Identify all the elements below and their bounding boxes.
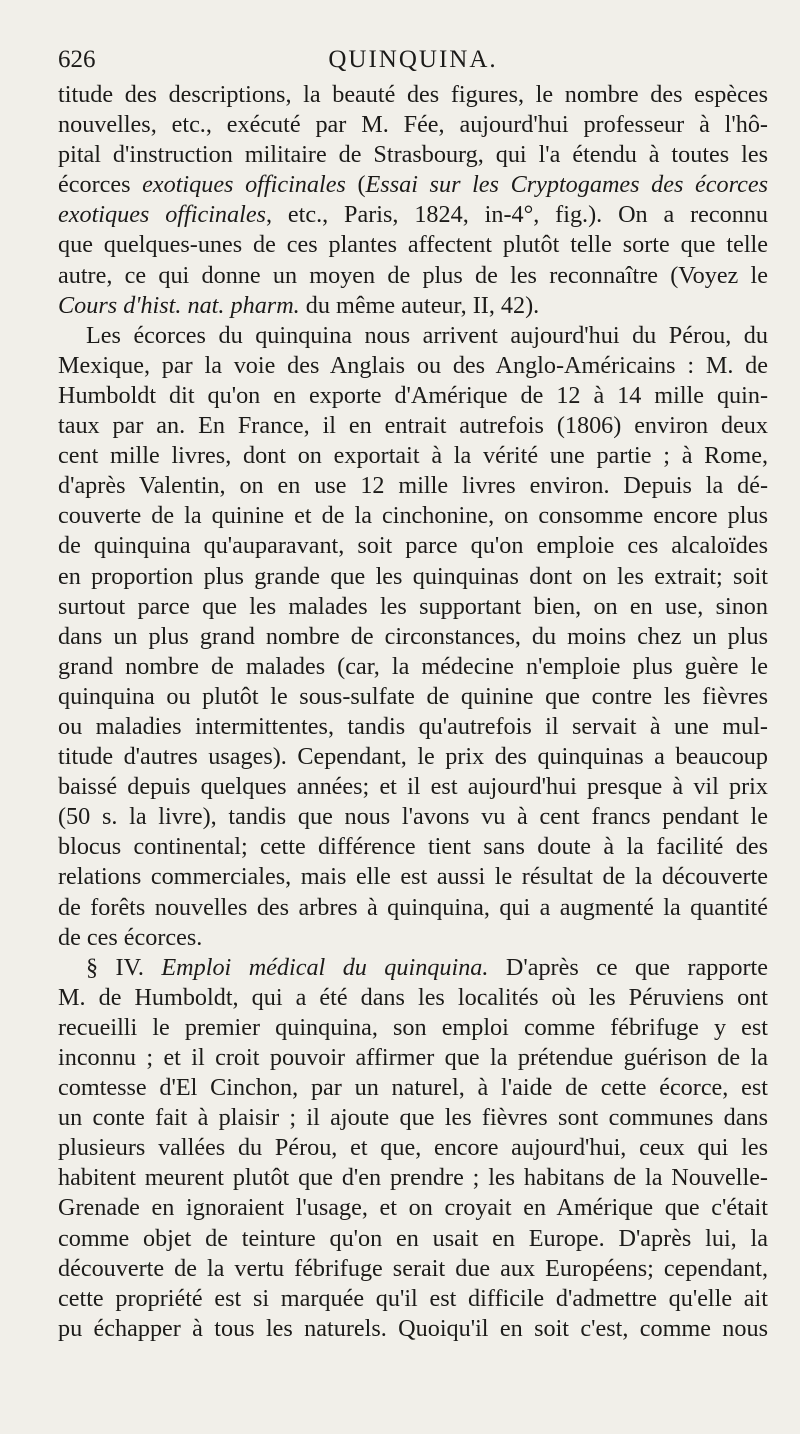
text-line: blocus continental; cette différence tient sans doute à la facilité des	[58, 833, 768, 861]
text-line: ou maladies intermittentes, tandis qu'autrefois il servait à une mul-	[58, 712, 768, 740]
page-header	[58, 44, 768, 76]
text-line: habitent meurent plutôt que d'en prendre ; les habitans de la Nouvelle-	[58, 1164, 768, 1192]
text-line: Humboldt dit qu'on en exporte d'Amérique de 12 à 14 mille quin-	[58, 381, 768, 409]
text-line: baissé depuis quelques années; et il est aujourd'hui presque à vil prix	[58, 773, 768, 801]
page-number: 626	[58, 46, 96, 73]
text-line: plusieurs vallées du Pérou, et que, encore aujourd'hui, ceux qui les	[58, 1134, 768, 1162]
text-line: de quinquina qu'auparavant, soit parce qu'on emploie ces alcaloïdes	[58, 532, 768, 560]
text-line: d'après Valentin, on en use 12 mille livres environ. Depuis la dé-	[58, 472, 768, 500]
text-line: recueilli le premier quinquina, son emploi comme fébrifuge y est	[58, 1013, 768, 1041]
text-line: surtout parce que les malades les supportant bien, on en use, sinon	[58, 592, 768, 620]
text-line: Les écorces du quinquina nous arrivent aujourd'hui du Pérou, du	[86, 321, 768, 349]
text-line: pital d'instruction militaire de Strasbourg, qui l'a étendu à toutes les	[58, 141, 768, 169]
text-line: couverte de la quinine et de la cinchonine, on consomme encore plus	[58, 502, 768, 530]
body-text	[58, 80, 768, 1344]
text-line: nouvelles, etc., exécuté par M. Fée, aujourd'hui professeur à l'hô-	[58, 111, 768, 139]
text-line: autre, ce qui donne un moyen de plus de les reconnaître (Voyez le	[58, 261, 768, 289]
text-line: Mexique, par la voie des Anglais ou des Anglo-Américains : M. de	[58, 351, 768, 379]
text-line: un conte fait à plaisir ; il ajoute que les fièvres sont communes dans	[58, 1104, 768, 1132]
text-line: cette propriété est si marquée qu'il est difficile d'admettre qu'elle ait	[58, 1284, 768, 1312]
text-line: § IV. Emploi médical du quinquina. D'après ce que rapporte	[86, 953, 768, 981]
text-line: relations commerciales, mais elle est aussi le résultat de la découverte	[58, 863, 768, 891]
text-line: découverte de la vertu fébrifuge serait due aux Européens; cependant,	[58, 1254, 768, 1282]
text-line: exotiques officinales, etc., Paris, 1824, in-4°, fig.). On a reconnu	[58, 201, 768, 229]
text-line: de forêts nouvelles des arbres à quinquina, qui a augmenté la quantité	[58, 893, 768, 921]
text-line: quinquina ou plutôt le sous-sulfate de quinine que contre les fièvres	[58, 682, 768, 710]
text-line: dans un plus grand nombre de circonstances, du moins chez un plus	[58, 622, 768, 650]
text-line: (50 s. la livre), tandis que nous l'avons vu à cent francs pendant le	[58, 803, 768, 831]
text-line: M. de Humboldt, qui a été dans les localités où les Péruviens ont	[58, 983, 768, 1011]
text-line: grand nombre de malades (car, la médecine n'emploie plus guère le	[58, 652, 768, 680]
text-line: écorces exotiques officinales (Essai sur les Cryptogames des écorces	[58, 171, 768, 199]
text-line: taux par an. En France, il en entrait autrefois (1806) environ deux	[58, 412, 768, 440]
text-line: en proportion plus grande que les quinquinas dont on les extrait; soit	[58, 562, 768, 590]
text-line: titude des descriptions, la beauté des figures, le nombre des espèces	[58, 81, 768, 108]
text-line: que quelques-unes de ces plantes affectent plutôt telle sorte que telle	[58, 231, 768, 259]
text-line: de ces écorces.	[58, 923, 203, 951]
text-line: pu échapper à tous les naturels. Quoiqu'il en soit c'est, comme nous	[58, 1314, 768, 1342]
text-line: inconnu ; et il croit pouvoir affirmer que la prétendue guérison de la	[58, 1044, 768, 1071]
text-line: Cours d'hist. nat. pharm. du même auteur, II, 42).	[58, 291, 540, 319]
text-line: comtesse d'El Cinchon, par un naturel, à l'aide de cette écorce, est	[58, 1074, 768, 1102]
text-line: comme objet de teinture qu'on en usait en Europe. D'après lui, la	[58, 1224, 768, 1252]
text-line: cent mille livres, dont on exportait à la vérité une partie ; à Rome,	[58, 442, 768, 470]
text-line: Grenade en ignoraient l'usage, et on croyait en Amérique que c'était	[58, 1194, 768, 1222]
text-line: titude d'autres usages). Cependant, le prix des quinquinas a beaucoup	[58, 743, 768, 771]
running-title: QUINQUINA.	[328, 46, 498, 73]
